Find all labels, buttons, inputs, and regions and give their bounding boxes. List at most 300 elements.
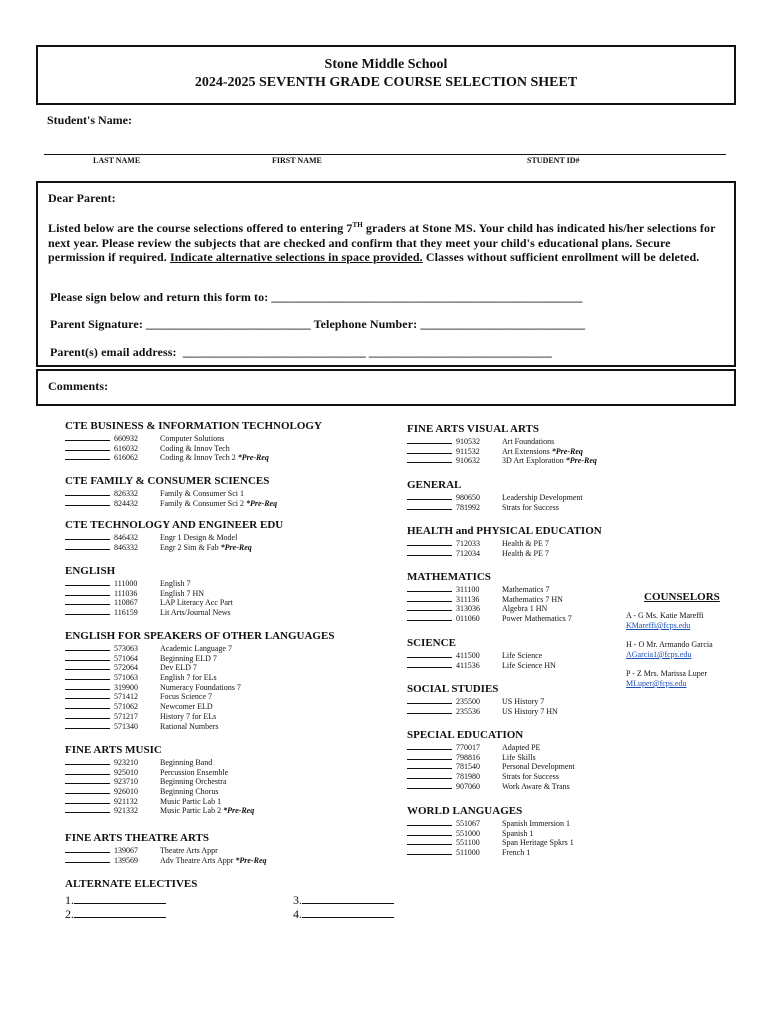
course-list bbox=[65, 488, 277, 507]
course-code: 139569 bbox=[114, 855, 138, 865]
course-row bbox=[407, 584, 572, 594]
title-box bbox=[36, 45, 736, 105]
course-name-text: Coding & Innov Tech 2 bbox=[160, 453, 238, 463]
course-check-blank[interactable] bbox=[65, 588, 110, 596]
counselor-entry bbox=[626, 669, 720, 689]
course-name-text: Personal Development bbox=[502, 762, 575, 772]
alternate-item-3-blank[interactable] bbox=[302, 892, 394, 904]
course-code: 923710 bbox=[114, 777, 138, 787]
course-list bbox=[65, 433, 322, 462]
return-label: Please sign below and return this form to: bbox=[50, 290, 269, 304]
course-row bbox=[65, 498, 277, 508]
course-check-blank[interactable] bbox=[65, 786, 110, 794]
counselors-title: COUNSELORS bbox=[644, 591, 720, 603]
course-check-blank[interactable] bbox=[407, 594, 452, 602]
course-name-text: Mathematics 7 HN bbox=[502, 594, 563, 604]
course-check-blank[interactable] bbox=[65, 711, 110, 719]
course-code: 571062 bbox=[114, 702, 138, 712]
student-name-line[interactable] bbox=[44, 154, 726, 155]
course-list bbox=[65, 532, 283, 551]
course-name-text: French 1 bbox=[502, 848, 531, 858]
course-code: 551100 bbox=[456, 838, 480, 848]
section-title: FINE ARTS MUSIC bbox=[65, 744, 162, 756]
left-section-6 bbox=[65, 832, 267, 864]
course-name-text: Academic Language 7 bbox=[160, 644, 232, 653]
first-name-label: FIRST NAME bbox=[272, 156, 322, 165]
prereq-note: *Pre-Req bbox=[223, 806, 255, 816]
course-name-text: Lit Arts/Journal News bbox=[160, 608, 231, 618]
prereq-note: *Pre-Req bbox=[220, 542, 252, 552]
section-title: CTE TECHNOLOGY AND ENGINEER EDU bbox=[65, 519, 284, 531]
course-code: 235536 bbox=[456, 706, 480, 716]
course-code: 921132 bbox=[114, 796, 138, 806]
course-code: 139067 bbox=[114, 846, 138, 855]
course-name-text: Newcomer ELD bbox=[160, 702, 213, 712]
course-row bbox=[65, 711, 334, 721]
course-code: 925010 bbox=[114, 767, 138, 777]
course-row bbox=[407, 594, 572, 604]
course-check-blank[interactable] bbox=[65, 776, 110, 784]
course-row bbox=[407, 538, 602, 548]
course-row bbox=[65, 672, 334, 682]
course-code: 926010 bbox=[114, 787, 138, 797]
counselor-name: P - Z Mrs. Marissa Luper bbox=[626, 669, 708, 678]
course-name bbox=[502, 782, 570, 792]
course-name-text: Art Foundations bbox=[502, 437, 555, 446]
course-check-blank[interactable] bbox=[65, 498, 110, 506]
course-code: 411536 bbox=[456, 660, 480, 670]
course-name-text: English 7 for ELs bbox=[160, 673, 217, 683]
course-name-text: English 7 HN bbox=[160, 588, 204, 598]
course-check-blank[interactable] bbox=[407, 538, 452, 546]
course-code: 011060 bbox=[456, 614, 480, 624]
right-section-5 bbox=[407, 683, 558, 715]
course-code: 110867 bbox=[114, 598, 138, 608]
course-check-blank[interactable] bbox=[65, 757, 110, 765]
alternate-item-2[interactable] bbox=[65, 906, 166, 922]
return-blank[interactable]: ___________________________________________________ bbox=[271, 290, 583, 304]
section-title: ENGLISH bbox=[65, 565, 116, 577]
left-section-4 bbox=[65, 630, 334, 730]
course-name-text: Numeracy Foundations 7 bbox=[160, 682, 241, 692]
counselors-list bbox=[626, 611, 720, 689]
course-check-blank[interactable] bbox=[65, 672, 110, 680]
course-name-text: History 7 for ELs bbox=[160, 711, 217, 721]
course-name-text: Adapted PE bbox=[502, 743, 541, 752]
course-code: 798816 bbox=[456, 752, 480, 762]
course-name-text: Focus Science 7 bbox=[160, 692, 212, 702]
course-name-text: Family & Consumer Sci 1 bbox=[160, 489, 244, 498]
course-name-text: Life Science bbox=[502, 651, 543, 660]
course-row bbox=[65, 776, 254, 786]
course-check-blank[interactable] bbox=[407, 752, 452, 760]
course-check-blank[interactable] bbox=[65, 805, 110, 813]
course-check-blank[interactable] bbox=[407, 660, 452, 668]
section-title: HEALTH and PHYSICAL EDUCATION bbox=[407, 525, 602, 537]
course-check-blank[interactable] bbox=[65, 767, 110, 775]
right-section-7 bbox=[407, 805, 574, 857]
course-list bbox=[407, 742, 575, 790]
course-code: 923210 bbox=[114, 758, 138, 767]
right-section-0 bbox=[407, 423, 597, 465]
course-check-blank[interactable] bbox=[407, 613, 452, 621]
course-name-text: Family & Consumer Sci 2 bbox=[160, 498, 246, 508]
course-check-blank[interactable] bbox=[65, 488, 110, 496]
counselor-email-link[interactable]: MLuper@fcps.edu bbox=[626, 679, 687, 688]
course-name bbox=[502, 549, 549, 559]
last-name-label: LAST NAME bbox=[93, 156, 141, 165]
course-check-blank[interactable] bbox=[65, 452, 110, 460]
course-row bbox=[65, 855, 267, 865]
course-list bbox=[65, 578, 233, 617]
course-check-blank[interactable] bbox=[407, 847, 452, 855]
superscript-th: TH bbox=[352, 221, 363, 229]
course-name-text: Life Skills bbox=[502, 752, 536, 762]
course-code: 846432 bbox=[114, 533, 138, 542]
course-name-text: Work Aware & Trans bbox=[502, 781, 570, 791]
course-row bbox=[407, 828, 574, 838]
section-title: CTE BUSINESS & INFORMATION TECHNOLOGY bbox=[65, 420, 322, 432]
course-row bbox=[407, 660, 556, 670]
course-code: 770017 bbox=[456, 743, 480, 752]
instructions-underlined: Indicate alternative selections in space provided. bbox=[169, 250, 423, 264]
course-list bbox=[407, 538, 602, 557]
course-row bbox=[407, 742, 575, 752]
course-code: 571064 bbox=[114, 653, 138, 663]
course-list bbox=[407, 696, 558, 715]
course-name bbox=[502, 661, 556, 671]
course-check-blank[interactable] bbox=[407, 455, 452, 463]
course-name-text: Beginning Band bbox=[160, 758, 213, 767]
signature-label: Parent Signature: bbox=[50, 317, 143, 331]
section-title: FINE ARTS THEATRE ARTS bbox=[65, 832, 210, 844]
course-list bbox=[407, 492, 583, 511]
course-row bbox=[407, 847, 574, 857]
counselors-box bbox=[626, 591, 720, 698]
alternate-item-4[interactable] bbox=[293, 906, 394, 922]
course-name bbox=[502, 848, 530, 858]
instructions-text-3: Classes without sufficient enrollment will be deleted. bbox=[422, 250, 700, 264]
comments-box[interactable] bbox=[36, 369, 736, 406]
course-name-text: LAP Literacy Acc Part bbox=[160, 598, 233, 608]
course-row bbox=[407, 752, 575, 762]
course-code: 116159 bbox=[114, 608, 138, 618]
course-code: 411500 bbox=[456, 651, 480, 660]
course-check-blank[interactable] bbox=[65, 701, 110, 709]
counselor-email-link[interactable]: KMareffi@fcps.edu bbox=[626, 621, 691, 630]
course-row bbox=[407, 771, 575, 781]
prereq-note: *Pre-Req bbox=[235, 855, 267, 865]
course-code: 824432 bbox=[114, 498, 138, 508]
course-name-text: Adv Theatre Arts Appr bbox=[160, 855, 236, 865]
instructions-text-1: Listed below are the course selections offered to entering 7 bbox=[48, 221, 353, 235]
course-code: 313036 bbox=[456, 604, 480, 614]
course-check-blank[interactable] bbox=[407, 548, 452, 556]
course-code: 571340 bbox=[114, 721, 138, 731]
course-code: 573063 bbox=[114, 644, 138, 653]
left-section-0 bbox=[65, 420, 322, 462]
course-code: 111000 bbox=[114, 579, 138, 588]
course-code: 511000 bbox=[456, 848, 480, 858]
course-row bbox=[65, 845, 267, 855]
course-name-text: Life Science HN bbox=[502, 660, 556, 670]
course-name-text: 3D Art Exploration bbox=[502, 456, 566, 466]
course-check-blank[interactable] bbox=[407, 818, 452, 826]
course-check-blank[interactable] bbox=[65, 662, 110, 670]
course-name-text: Beginning Chorus bbox=[160, 787, 219, 797]
course-check-blank[interactable] bbox=[407, 446, 452, 454]
alternate-item-1-number: 1. bbox=[65, 893, 74, 907]
alternate-item-2-number: 2. bbox=[65, 907, 74, 921]
section-title: FINE ARTS VISUAL ARTS bbox=[407, 423, 539, 435]
right-section-3 bbox=[407, 571, 572, 623]
course-name-text: Music Partic Lab 2 bbox=[160, 806, 224, 816]
course-row bbox=[407, 706, 558, 716]
course-code: 111036 bbox=[114, 588, 138, 598]
course-check-blank[interactable] bbox=[407, 781, 452, 789]
course-name-text: Spanish Immersion 1 bbox=[502, 819, 570, 828]
course-name bbox=[502, 456, 597, 466]
signature-line bbox=[50, 317, 585, 332]
course-code: 921332 bbox=[114, 806, 138, 816]
course-check-blank[interactable] bbox=[65, 433, 110, 441]
course-check-blank[interactable] bbox=[65, 542, 110, 550]
course-code: 571063 bbox=[114, 673, 138, 683]
left-section-3 bbox=[65, 565, 233, 617]
course-check-blank[interactable] bbox=[407, 761, 452, 769]
course-code: 980650 bbox=[456, 493, 480, 502]
course-row bbox=[65, 767, 254, 777]
course-code: 781980 bbox=[456, 772, 480, 782]
course-name-text: Mathematics 7 bbox=[502, 585, 550, 594]
course-name-text: Art Extensions bbox=[502, 446, 552, 456]
course-check-blank[interactable] bbox=[407, 502, 452, 510]
comments-label: Comments: bbox=[48, 379, 109, 393]
counselor-entry bbox=[626, 611, 720, 631]
course-name bbox=[160, 608, 231, 618]
course-check-blank[interactable] bbox=[407, 603, 452, 611]
alternate-item-2-blank[interactable] bbox=[74, 906, 166, 918]
course-code: 572064 bbox=[114, 663, 138, 673]
course-row bbox=[65, 452, 322, 462]
course-check-blank[interactable] bbox=[65, 653, 110, 661]
course-name bbox=[160, 453, 269, 463]
course-name bbox=[160, 499, 277, 509]
section-title: SPECIAL EDUCATION bbox=[407, 729, 524, 741]
course-name-text: Music Partic Lab 1 bbox=[160, 796, 222, 806]
course-check-blank[interactable] bbox=[65, 607, 110, 615]
course-name-text: US History 7 HN bbox=[502, 706, 558, 716]
course-code: 911532 bbox=[456, 446, 480, 456]
course-name-text: English 7 bbox=[160, 579, 191, 588]
course-name-text: Span Heritage Spkrs 1 bbox=[502, 838, 574, 848]
counselor-entry bbox=[626, 640, 720, 660]
section-title: WORLD LANGUAGES bbox=[407, 805, 523, 817]
section-title: SCIENCE bbox=[407, 637, 456, 649]
course-name bbox=[160, 722, 218, 732]
course-name-text: Computer Solutions bbox=[160, 434, 225, 443]
phone-blank[interactable]: ___________________________ bbox=[420, 317, 586, 331]
course-check-blank[interactable] bbox=[407, 706, 452, 714]
course-check-blank[interactable] bbox=[407, 696, 452, 704]
course-row bbox=[407, 492, 583, 502]
course-row bbox=[407, 837, 574, 847]
course-code: 712033 bbox=[456, 539, 480, 548]
course-check-blank[interactable] bbox=[65, 532, 110, 540]
course-code: 781540 bbox=[456, 762, 480, 772]
course-row bbox=[65, 796, 254, 806]
course-row bbox=[407, 455, 597, 465]
course-row bbox=[65, 662, 334, 672]
course-row bbox=[65, 721, 334, 731]
instructions-paragraph bbox=[48, 218, 720, 265]
section-title: ENGLISH FOR SPEAKERS OF OTHER LANGUAGES bbox=[65, 630, 335, 642]
course-check-blank[interactable] bbox=[407, 492, 452, 500]
course-row bbox=[65, 607, 233, 617]
signature-blank[interactable]: ___________________________ bbox=[146, 317, 311, 331]
right-section-1 bbox=[407, 479, 583, 511]
course-code: 781992 bbox=[456, 502, 480, 512]
course-name-text: Dev ELD 7 bbox=[160, 663, 197, 673]
course-row bbox=[65, 443, 322, 453]
course-name-text: Health & PE 7 bbox=[502, 539, 549, 548]
course-name bbox=[160, 543, 252, 553]
course-row bbox=[65, 433, 322, 443]
course-list bbox=[407, 818, 574, 857]
course-name bbox=[160, 856, 267, 866]
section-title: MATHEMATICS bbox=[407, 571, 491, 583]
course-row bbox=[407, 613, 572, 623]
course-row bbox=[65, 682, 334, 692]
course-check-blank[interactable] bbox=[407, 837, 452, 845]
course-name-text: Strats for Success bbox=[502, 772, 559, 782]
email-blank[interactable]: ______________________________ ______________________________ bbox=[182, 345, 552, 359]
course-name-text: US History 7 bbox=[502, 697, 545, 706]
course-check-blank[interactable] bbox=[65, 845, 110, 853]
phone-label: Telephone Number: bbox=[313, 317, 418, 331]
section-title: GENERAL bbox=[407, 479, 462, 491]
course-list bbox=[65, 845, 267, 864]
course-row bbox=[65, 653, 334, 663]
course-check-blank[interactable] bbox=[65, 796, 110, 804]
course-name-text: Rational Numbers bbox=[160, 721, 219, 731]
left-section-5 bbox=[65, 744, 254, 815]
course-code: 846332 bbox=[114, 542, 138, 552]
course-code: 616062 bbox=[114, 453, 138, 463]
course-name-text: Power Mathematics 7 bbox=[502, 614, 572, 624]
course-check-blank[interactable] bbox=[407, 436, 452, 444]
alternate-item-4-number: 4. bbox=[293, 907, 302, 921]
course-check-blank[interactable] bbox=[407, 650, 452, 658]
course-row bbox=[407, 502, 583, 512]
course-name-text: Leadership Development bbox=[502, 493, 583, 502]
course-check-blank[interactable] bbox=[65, 443, 110, 451]
counselor-email-link[interactable]: AGarcia1@fcps.edu bbox=[626, 650, 692, 659]
course-row bbox=[407, 603, 572, 613]
course-row bbox=[407, 761, 575, 771]
course-code: 660932 bbox=[114, 434, 138, 443]
course-code: 616032 bbox=[114, 443, 138, 453]
email-line bbox=[50, 345, 552, 360]
course-code: 235500 bbox=[456, 697, 480, 706]
course-row bbox=[65, 691, 334, 701]
course-name bbox=[502, 707, 558, 717]
course-code: 551067 bbox=[456, 819, 480, 828]
course-row bbox=[65, 757, 254, 767]
course-code: 311136 bbox=[456, 594, 480, 604]
course-list bbox=[65, 643, 334, 730]
section-title: CTE FAMILY & CONSUMER SCIENCES bbox=[65, 475, 270, 487]
course-list bbox=[407, 584, 572, 623]
course-name-text: Percussion Ensemble bbox=[160, 767, 229, 777]
course-check-blank[interactable] bbox=[65, 578, 110, 586]
course-name-text: Algebra 1 HN bbox=[502, 604, 548, 614]
alternate-item-4-blank[interactable] bbox=[302, 906, 394, 918]
course-check-blank[interactable] bbox=[407, 742, 452, 750]
email-label: Parent(s) email address: bbox=[50, 345, 177, 359]
course-check-blank[interactable] bbox=[65, 721, 110, 729]
right-section-2 bbox=[407, 525, 602, 557]
right-section-6 bbox=[407, 729, 575, 790]
prereq-note: *Pre-Req bbox=[237, 453, 269, 463]
student-id-label: STUDENT ID# bbox=[527, 156, 580, 165]
return-line bbox=[50, 290, 583, 305]
course-list bbox=[407, 650, 556, 669]
right-section-4 bbox=[407, 637, 556, 669]
left-section-2 bbox=[65, 519, 283, 551]
course-check-blank[interactable] bbox=[65, 691, 110, 699]
course-list bbox=[407, 436, 597, 465]
course-check-blank[interactable] bbox=[65, 682, 110, 690]
course-row bbox=[407, 436, 597, 446]
course-list bbox=[65, 757, 254, 815]
course-code: 551000 bbox=[456, 828, 480, 838]
course-row bbox=[65, 578, 233, 588]
course-check-blank[interactable] bbox=[65, 855, 110, 863]
course-name bbox=[502, 503, 559, 513]
course-code: 311100 bbox=[456, 585, 480, 594]
course-code: 712034 bbox=[456, 548, 480, 558]
left-section-1 bbox=[65, 475, 277, 507]
course-code: 571217 bbox=[114, 711, 138, 721]
course-check-blank[interactable] bbox=[65, 643, 110, 651]
course-code: 910632 bbox=[456, 456, 480, 466]
course-name-text: Engr 2 Sim & Fab bbox=[160, 542, 221, 552]
course-check-blank[interactable] bbox=[65, 597, 110, 605]
alternate-item-1-blank[interactable] bbox=[74, 892, 166, 904]
course-row bbox=[65, 805, 254, 815]
page-title: 2024-2025 SEVENTH GRADE COURSE SELECTION SHEET bbox=[194, 75, 578, 90]
parent-info-box bbox=[36, 181, 736, 367]
course-row bbox=[65, 786, 254, 796]
course-name-text: Theatre Arts Appr bbox=[160, 846, 218, 855]
student-name-label: Student's Name: bbox=[47, 113, 133, 127]
counselor-name: A - G Ms. Katie Mareffi bbox=[626, 611, 704, 620]
course-row bbox=[65, 701, 334, 711]
course-code: 907060 bbox=[456, 781, 480, 791]
prereq-note: *Pre-Req bbox=[246, 498, 278, 508]
course-check-blank[interactable] bbox=[407, 771, 452, 779]
course-row bbox=[65, 588, 233, 598]
course-row bbox=[65, 542, 283, 552]
course-name bbox=[502, 614, 572, 624]
course-check-blank[interactable] bbox=[407, 584, 452, 592]
course-row bbox=[65, 643, 334, 653]
course-check-blank[interactable] bbox=[407, 828, 452, 836]
alternate-electives-title: ALTERNATE ELECTIVES bbox=[65, 878, 198, 890]
course-name-text: Beginning ELD 7 bbox=[160, 653, 217, 663]
course-row bbox=[65, 597, 233, 607]
